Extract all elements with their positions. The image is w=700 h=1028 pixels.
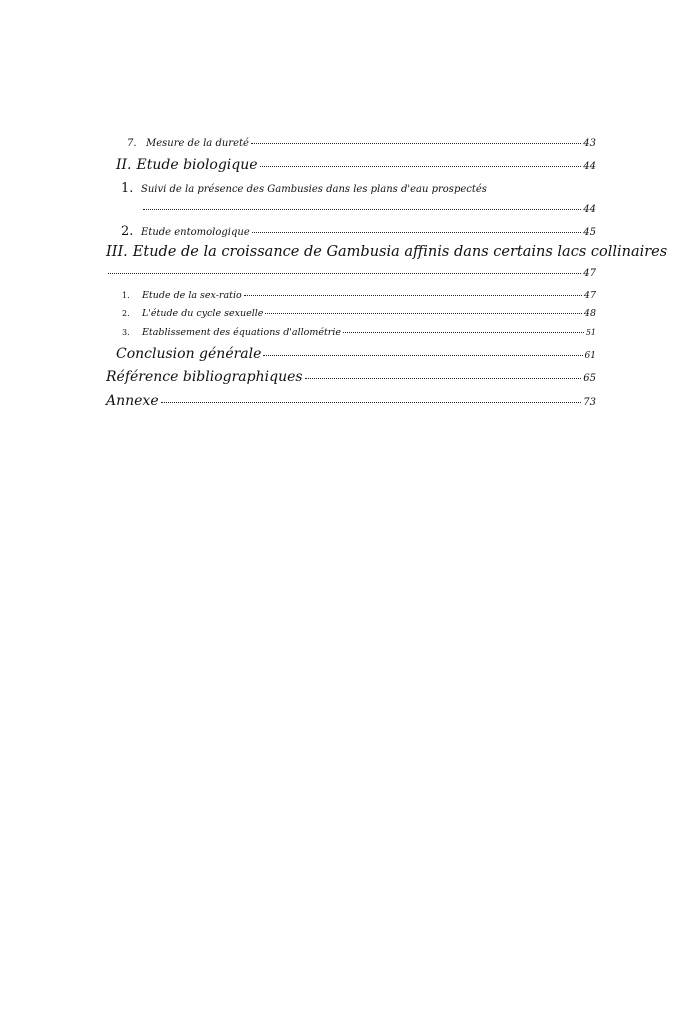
toc-entry-mesure-durete[interactable] (127, 138, 596, 149)
toc-page: 51 (585, 328, 596, 337)
toc-number: III. (106, 244, 128, 260)
toc-page: 47 (583, 290, 596, 301)
toc-entry-etude-croissance[interactable] (106, 244, 667, 260)
toc-number: 7. (127, 138, 137, 149)
toc-entry-conclusion[interactable] (116, 346, 596, 362)
toc-title: Etude biologique (136, 157, 258, 173)
dot-leader (108, 273, 581, 274)
toc-number: 1. (122, 291, 130, 300)
toc-page: 44 (583, 161, 596, 172)
toc-entry-annexe[interactable] (106, 393, 596, 409)
toc-page: 43 (583, 138, 596, 149)
toc-title: Etablissement des équations d'allométrie (142, 327, 342, 338)
toc-page: 44 (583, 204, 596, 215)
dot-leader (260, 166, 582, 167)
dot-leader (251, 143, 581, 144)
toc-entry-etude-biologique[interactable] (116, 157, 596, 173)
dot-leader (143, 209, 581, 210)
toc-entry-allometrie[interactable] (122, 327, 596, 338)
toc-title: Référence bibliographiques (106, 369, 303, 385)
toc-number: 3. (122, 328, 130, 337)
toc-title: Etude entomologique (141, 227, 250, 238)
toc-entry-etude-entomologique[interactable] (121, 224, 596, 239)
toc-title: L'étude du cycle sexuelle (142, 308, 264, 319)
toc-title: Annexe (106, 393, 159, 409)
toc-entry-suivi-presence-leader[interactable] (141, 204, 596, 215)
dot-leader (305, 378, 582, 379)
dot-leader (252, 232, 582, 233)
toc-page: 61 (584, 351, 596, 361)
toc-title: Conclusion générale (116, 346, 262, 362)
toc-entry-cycle-sexuel[interactable] (122, 308, 596, 319)
toc-page: 65 (583, 373, 596, 384)
toc-number: 1. (121, 181, 134, 196)
toc-title: Suivi de la présence des Gambusies dans les plans d'eau prospectés (141, 184, 487, 195)
toc-entry-suivi-presence[interactable] (121, 181, 487, 196)
dot-leader (263, 355, 582, 356)
dot-leader (161, 402, 582, 403)
toc-page: 48 (583, 308, 596, 319)
toc-number: 2. (122, 309, 130, 318)
toc-entry-etude-croissance-leader[interactable] (106, 268, 596, 279)
toc-page: 73 (583, 397, 596, 408)
toc-entry-sex-ratio[interactable] (122, 290, 596, 301)
dot-leader (343, 332, 584, 333)
toc-title: Etude de la croissance de Gambusia affinis dans certains lacs collinaires (132, 244, 668, 260)
dot-leader (244, 295, 582, 296)
toc-title: Mesure de la dureté (146, 138, 249, 149)
dot-leader (265, 313, 582, 314)
toc-title: Etude de la sex-ratio (142, 290, 242, 301)
toc-number: 2. (121, 224, 134, 239)
toc-page: 45 (583, 227, 596, 238)
toc-page: 47 (583, 268, 596, 279)
toc-number: II. (116, 157, 132, 173)
toc-entry-references[interactable] (106, 369, 596, 385)
